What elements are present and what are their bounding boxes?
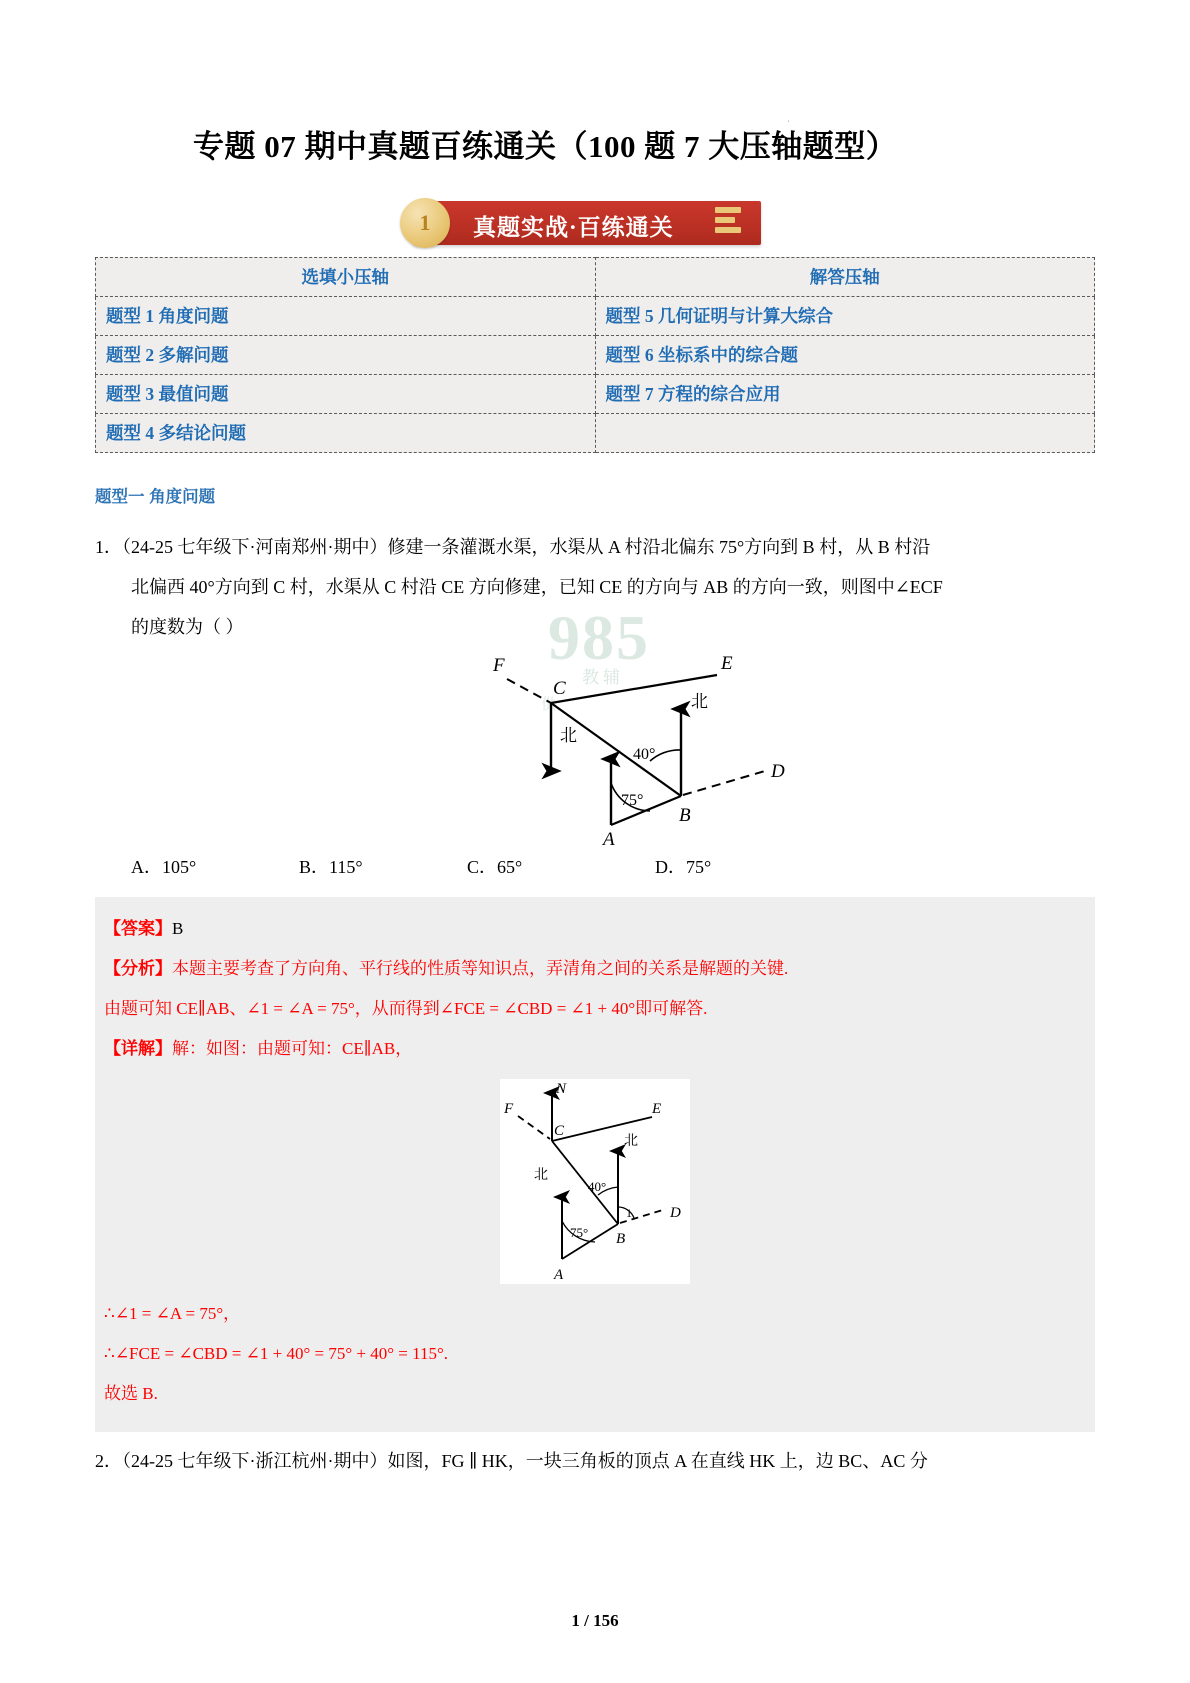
svg-text:75°: 75° <box>621 791 644 809</box>
detail-line <box>95 1029 1095 1069</box>
table-row <box>96 374 1095 413</box>
svg-text:B: B <box>679 804 691 826</box>
toc-header-right: 解答压轴 <box>595 257 1095 296</box>
toc-item-right-2[interactable]: 题型 6 坐标系中的综合题 <box>595 335 1095 374</box>
solution-block <box>95 897 1095 1432</box>
banner-number: 1 <box>419 209 431 235</box>
question-2 <box>95 1442 1095 1480</box>
svg-text:北: 北 <box>534 1167 548 1183</box>
svg-text:F: F <box>493 654 505 676</box>
svg-text:F: F <box>504 1100 514 1117</box>
question-1-line-3: 的度数为（ ） <box>131 616 244 637</box>
toc-item-right-1[interactable]: 题型 5 几何证明与计算大综合 <box>595 296 1095 335</box>
question-1-number: 1． <box>95 536 122 557</box>
svg-text:D: D <box>670 1204 681 1221</box>
banner-title: 真题实战·百练通关 <box>473 214 674 240</box>
toc-item-left-2[interactable]: 题型 2 多解问题 <box>96 335 596 374</box>
choice-d[interactable]: D．75° <box>655 856 712 877</box>
answer-line <box>95 909 1095 949</box>
svg-text:40°: 40° <box>588 1178 607 1194</box>
toc-header-left: 选填小压轴 <box>96 257 596 296</box>
question-1-line-1 <box>95 527 1095 567</box>
svg-text:A: A <box>554 1266 564 1283</box>
toc-item-left-1[interactable]: 题型 1 角度问题 <box>96 296 596 335</box>
svg-text:B: B <box>616 1230 626 1247</box>
section-heading: 题型一 角度问题 <box>95 487 216 506</box>
svg-text:C: C <box>553 677 566 699</box>
analysis-line-1 <box>95 949 1095 989</box>
table-row <box>96 413 1095 452</box>
question-1-line-2: 北偏西 40°方向到 C 村，水渠从 C 村沿 CE 方向修建，已知 CE 的方向与 AB 的方向一致，则图中∠ECF <box>131 576 943 597</box>
choice-b[interactable]: B．115° <box>299 856 363 877</box>
watermark-985: 985 <box>548 601 650 673</box>
solution-figure-wrap <box>95 1079 1095 1284</box>
solution-figure-canvas <box>500 1079 690 1284</box>
svg-text:北: 北 <box>560 725 577 745</box>
page-content <box>95 0 1095 1480</box>
answer-value: B <box>172 918 184 938</box>
svg-text:北: 北 <box>624 1133 638 1149</box>
detail-label: 【详解】 <box>104 1038 172 1058</box>
svg-text:75°: 75° <box>570 1224 589 1240</box>
detail-text: 解：如图：由题可知：CE∥AB， <box>172 1038 413 1058</box>
svg-text:E: E <box>721 652 733 674</box>
analysis-text: 本题主要考查了方向角、平行线的性质等知识点，弄清角之间的关系是解题的关键. <box>172 958 789 978</box>
choice-c[interactable]: C．65° <box>467 856 523 877</box>
question-1-choices <box>95 853 1095 883</box>
toc-item-right-3[interactable]: 题型 7 方程的综合应用 <box>595 374 1095 413</box>
watermark-subtitle: 教辅 <box>582 667 624 687</box>
analysis-line-2: 由题可知 CE∥AB、∠1 = ∠A = 75°，从而得到∠FCE = ∠CBD = ∠1 + 40°即可解答. <box>104 998 708 1018</box>
question-1-source: （24-25 七年级下·河南郑州·期中） <box>122 536 388 557</box>
geometry-diagram-1 <box>435 649 855 849</box>
page-marker: ˌ <box>787 112 790 122</box>
geometry-diagram-2 <box>500 1079 690 1284</box>
svg-text:北: 北 <box>691 691 708 711</box>
table-row <box>96 296 1095 335</box>
solution-step-2: ∴∠FCE = ∠CBD = ∠1 + 40° = 75° + 40° = 115°. <box>104 1343 449 1363</box>
solution-step-1: ∴∠1 = ∠A = 75°， <box>104 1303 241 1323</box>
toc-item-left-4[interactable]: 题型 4 多结论问题 <box>96 413 596 452</box>
analysis-label: 【分析】 <box>104 958 172 978</box>
svg-text:A: A <box>603 828 615 849</box>
svg-text:D: D <box>771 760 785 782</box>
svg-text:1: 1 <box>626 1205 632 1220</box>
solution-conclusion: 故选 B. <box>104 1383 158 1403</box>
svg-text:E: E <box>652 1100 662 1117</box>
svg-text:N: N <box>556 1080 567 1097</box>
page-footer: 1 / 156 <box>571 1611 619 1630</box>
toc-item-left-3[interactable]: 题型 3 最值问题 <box>96 374 596 413</box>
question-1 <box>95 527 1095 883</box>
toc-item-right-4 <box>595 413 1095 452</box>
banner-decoration-bars <box>715 207 741 237</box>
section-banner <box>95 193 1095 251</box>
choice-a[interactable]: A．105° <box>131 856 197 877</box>
table-row <box>96 335 1095 374</box>
table-of-contents <box>95 257 1095 453</box>
page-title: 专题 07 期中真题百练通关（100 题 7 大压轴题型） <box>193 129 898 164</box>
watermark-char: 供 <box>541 696 557 713</box>
answer-label: 【答案】 <box>104 918 172 938</box>
svg-text:40°: 40° <box>633 745 656 763</box>
question-1-line1-rest: 修建一条灌溉水渠，水渠从 A 村沿北偏东 75°方向到 B 村，从 B 村沿 <box>387 536 931 557</box>
table-row <box>96 257 1095 296</box>
svg-text:C: C <box>554 1122 565 1139</box>
question-2-number: 2． <box>95 1450 122 1471</box>
question-2-text: （24-25 七年级下·浙江杭州·期中）如图，FG ∥ HK，一块三角板的顶点 A 在直线 HK 上，边 BC、AC 分 <box>122 1450 928 1471</box>
